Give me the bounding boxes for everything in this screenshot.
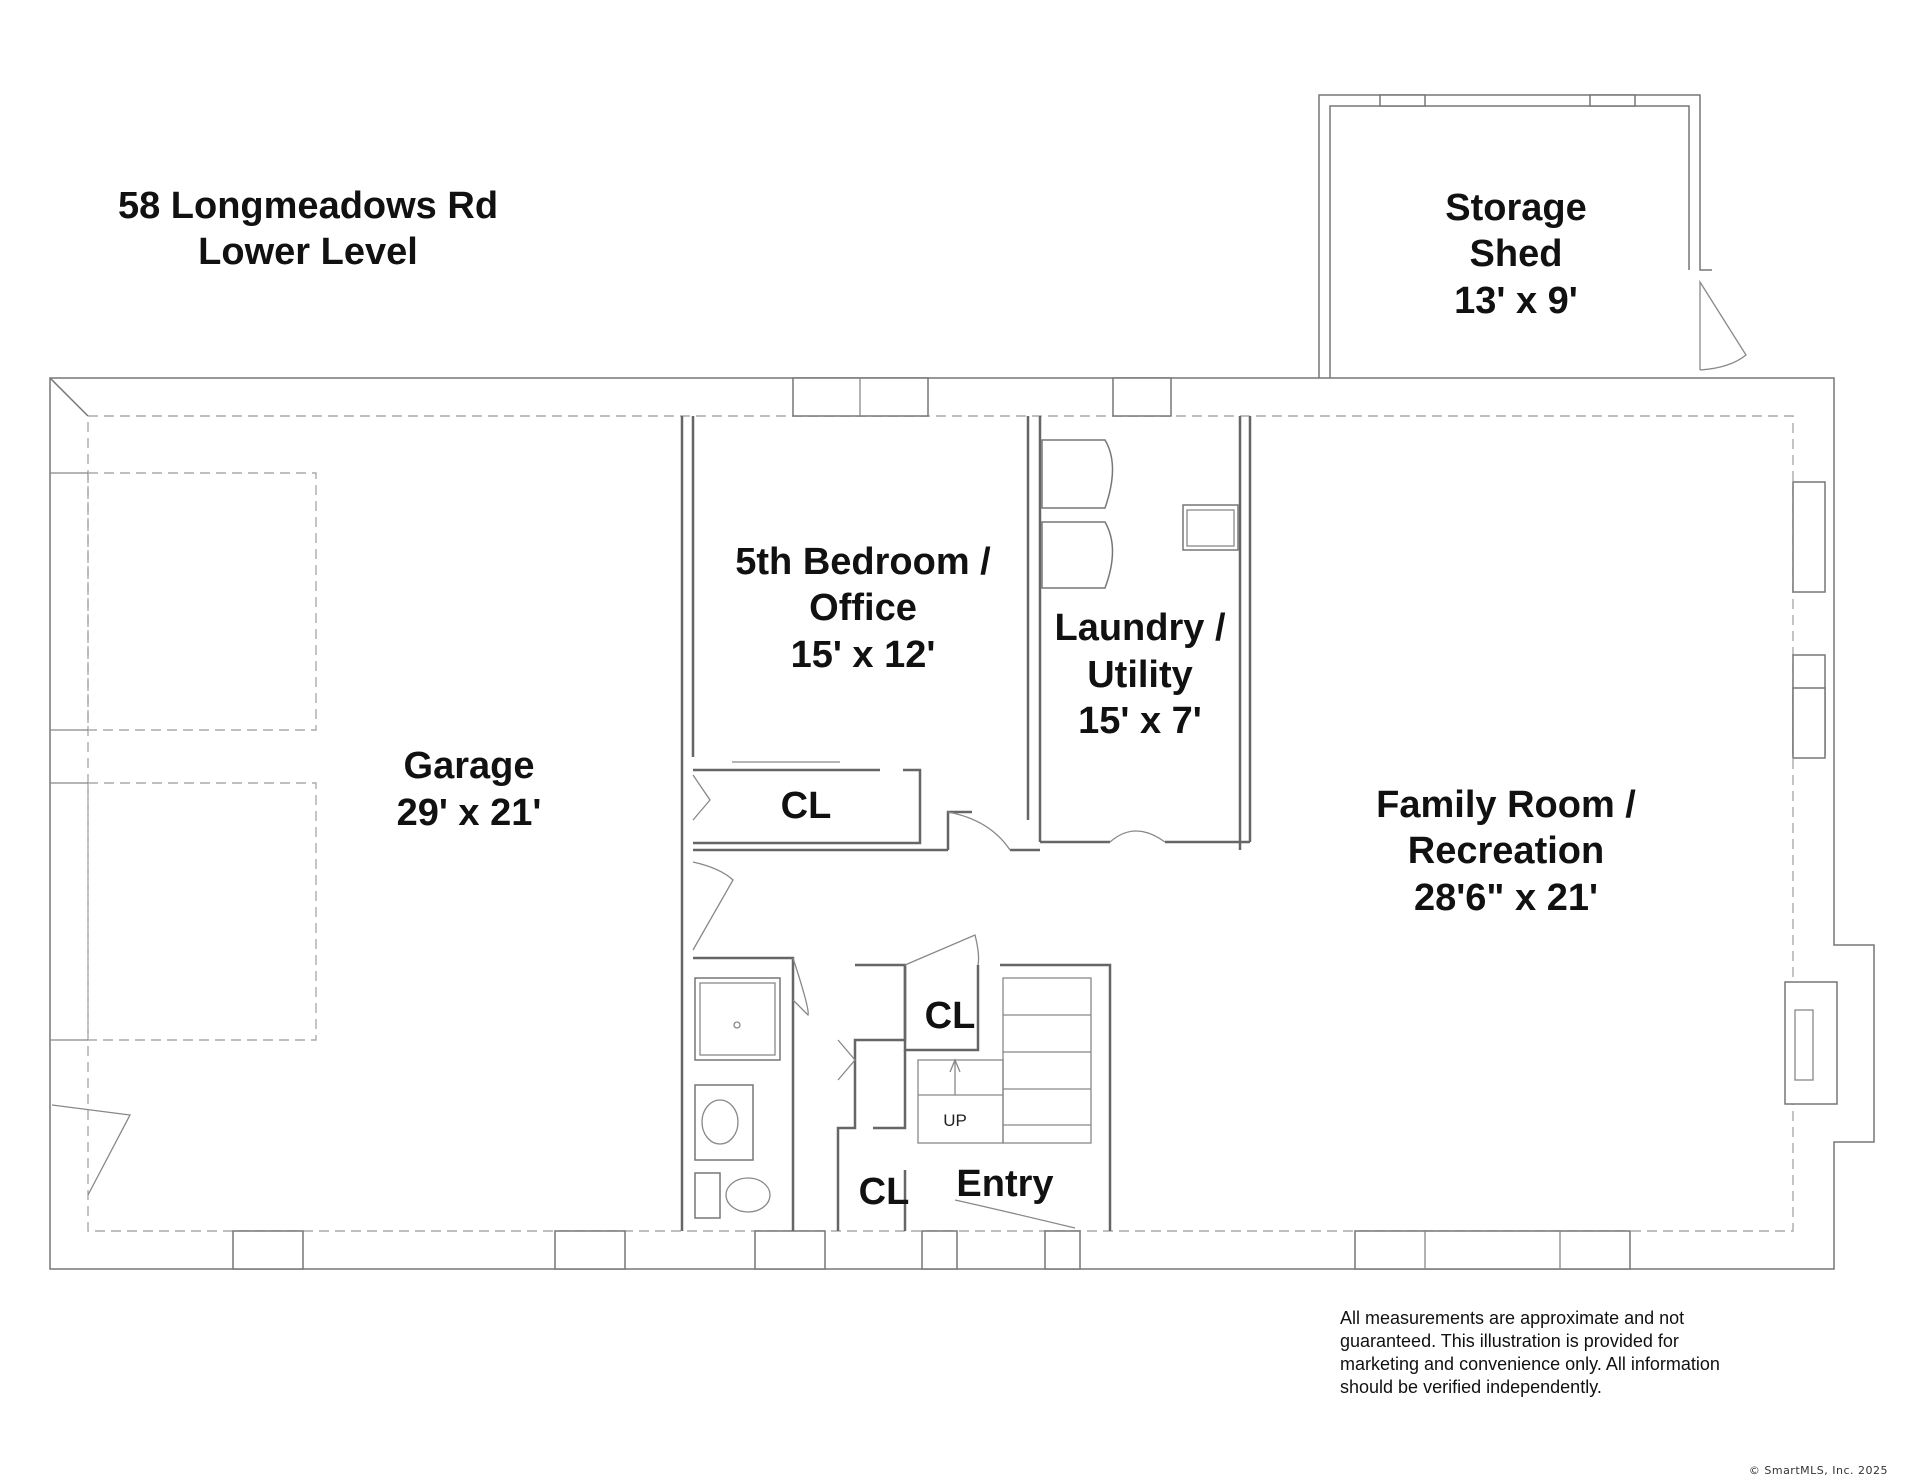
bedroom-dimensions: 15' x 12': [790, 634, 936, 676]
laundry-dimensions: 15' x 7': [1078, 700, 1202, 742]
garage-dimensions: 29' x 21': [396, 792, 542, 834]
entry-label: Entry: [956, 1163, 1054, 1205]
storage-shed-label-2: Shed: [1469, 233, 1563, 275]
garage-label: Garage: [403, 745, 535, 787]
entry-closet-label: CL: [858, 1171, 910, 1213]
bedroom-label-2: Office: [809, 587, 917, 629]
interior-walls: [682, 416, 1250, 1231]
address-title: 58 Longmeadows Rd: [117, 185, 499, 227]
copyright-text: © SmartMLS, Inc. 2025: [1748, 1464, 1888, 1477]
family-room-label-1: Family Room /: [1376, 784, 1636, 826]
storage-shed-dimensions: 13' x 9': [1454, 280, 1578, 322]
disclaimer-line-2: guaranteed. This illustration is provided for: [1340, 1331, 1679, 1351]
hall-closet-label: CL: [924, 995, 976, 1037]
bedroom-closet-label: CL: [780, 785, 832, 827]
level-title: Lower Level: [198, 231, 418, 273]
laundry-appliances: [1042, 440, 1238, 588]
garage-doors: [50, 473, 316, 1195]
laundry-label-1: Laundry /: [1054, 607, 1226, 649]
disclaimer-line-3: marketing and convenience only. All information: [1340, 1354, 1720, 1374]
disclaimer-line-1: All measurements are approximate and not: [1340, 1308, 1685, 1328]
disclaimer-line-4: should be verified independently.: [1340, 1377, 1602, 1397]
fireplace: [1785, 982, 1837, 1104]
storage-shed-label-1: Storage: [1445, 187, 1587, 229]
stairs-up-label: UP: [943, 1111, 967, 1130]
family-room-label-2: Recreation: [1407, 830, 1605, 872]
family-room-dimensions: 28'6" x 21': [1413, 877, 1599, 919]
bedroom-label-1: 5th Bedroom /: [735, 541, 991, 583]
bathroom-fixtures: [695, 978, 780, 1218]
laundry-label-2: Utility: [1087, 654, 1193, 696]
